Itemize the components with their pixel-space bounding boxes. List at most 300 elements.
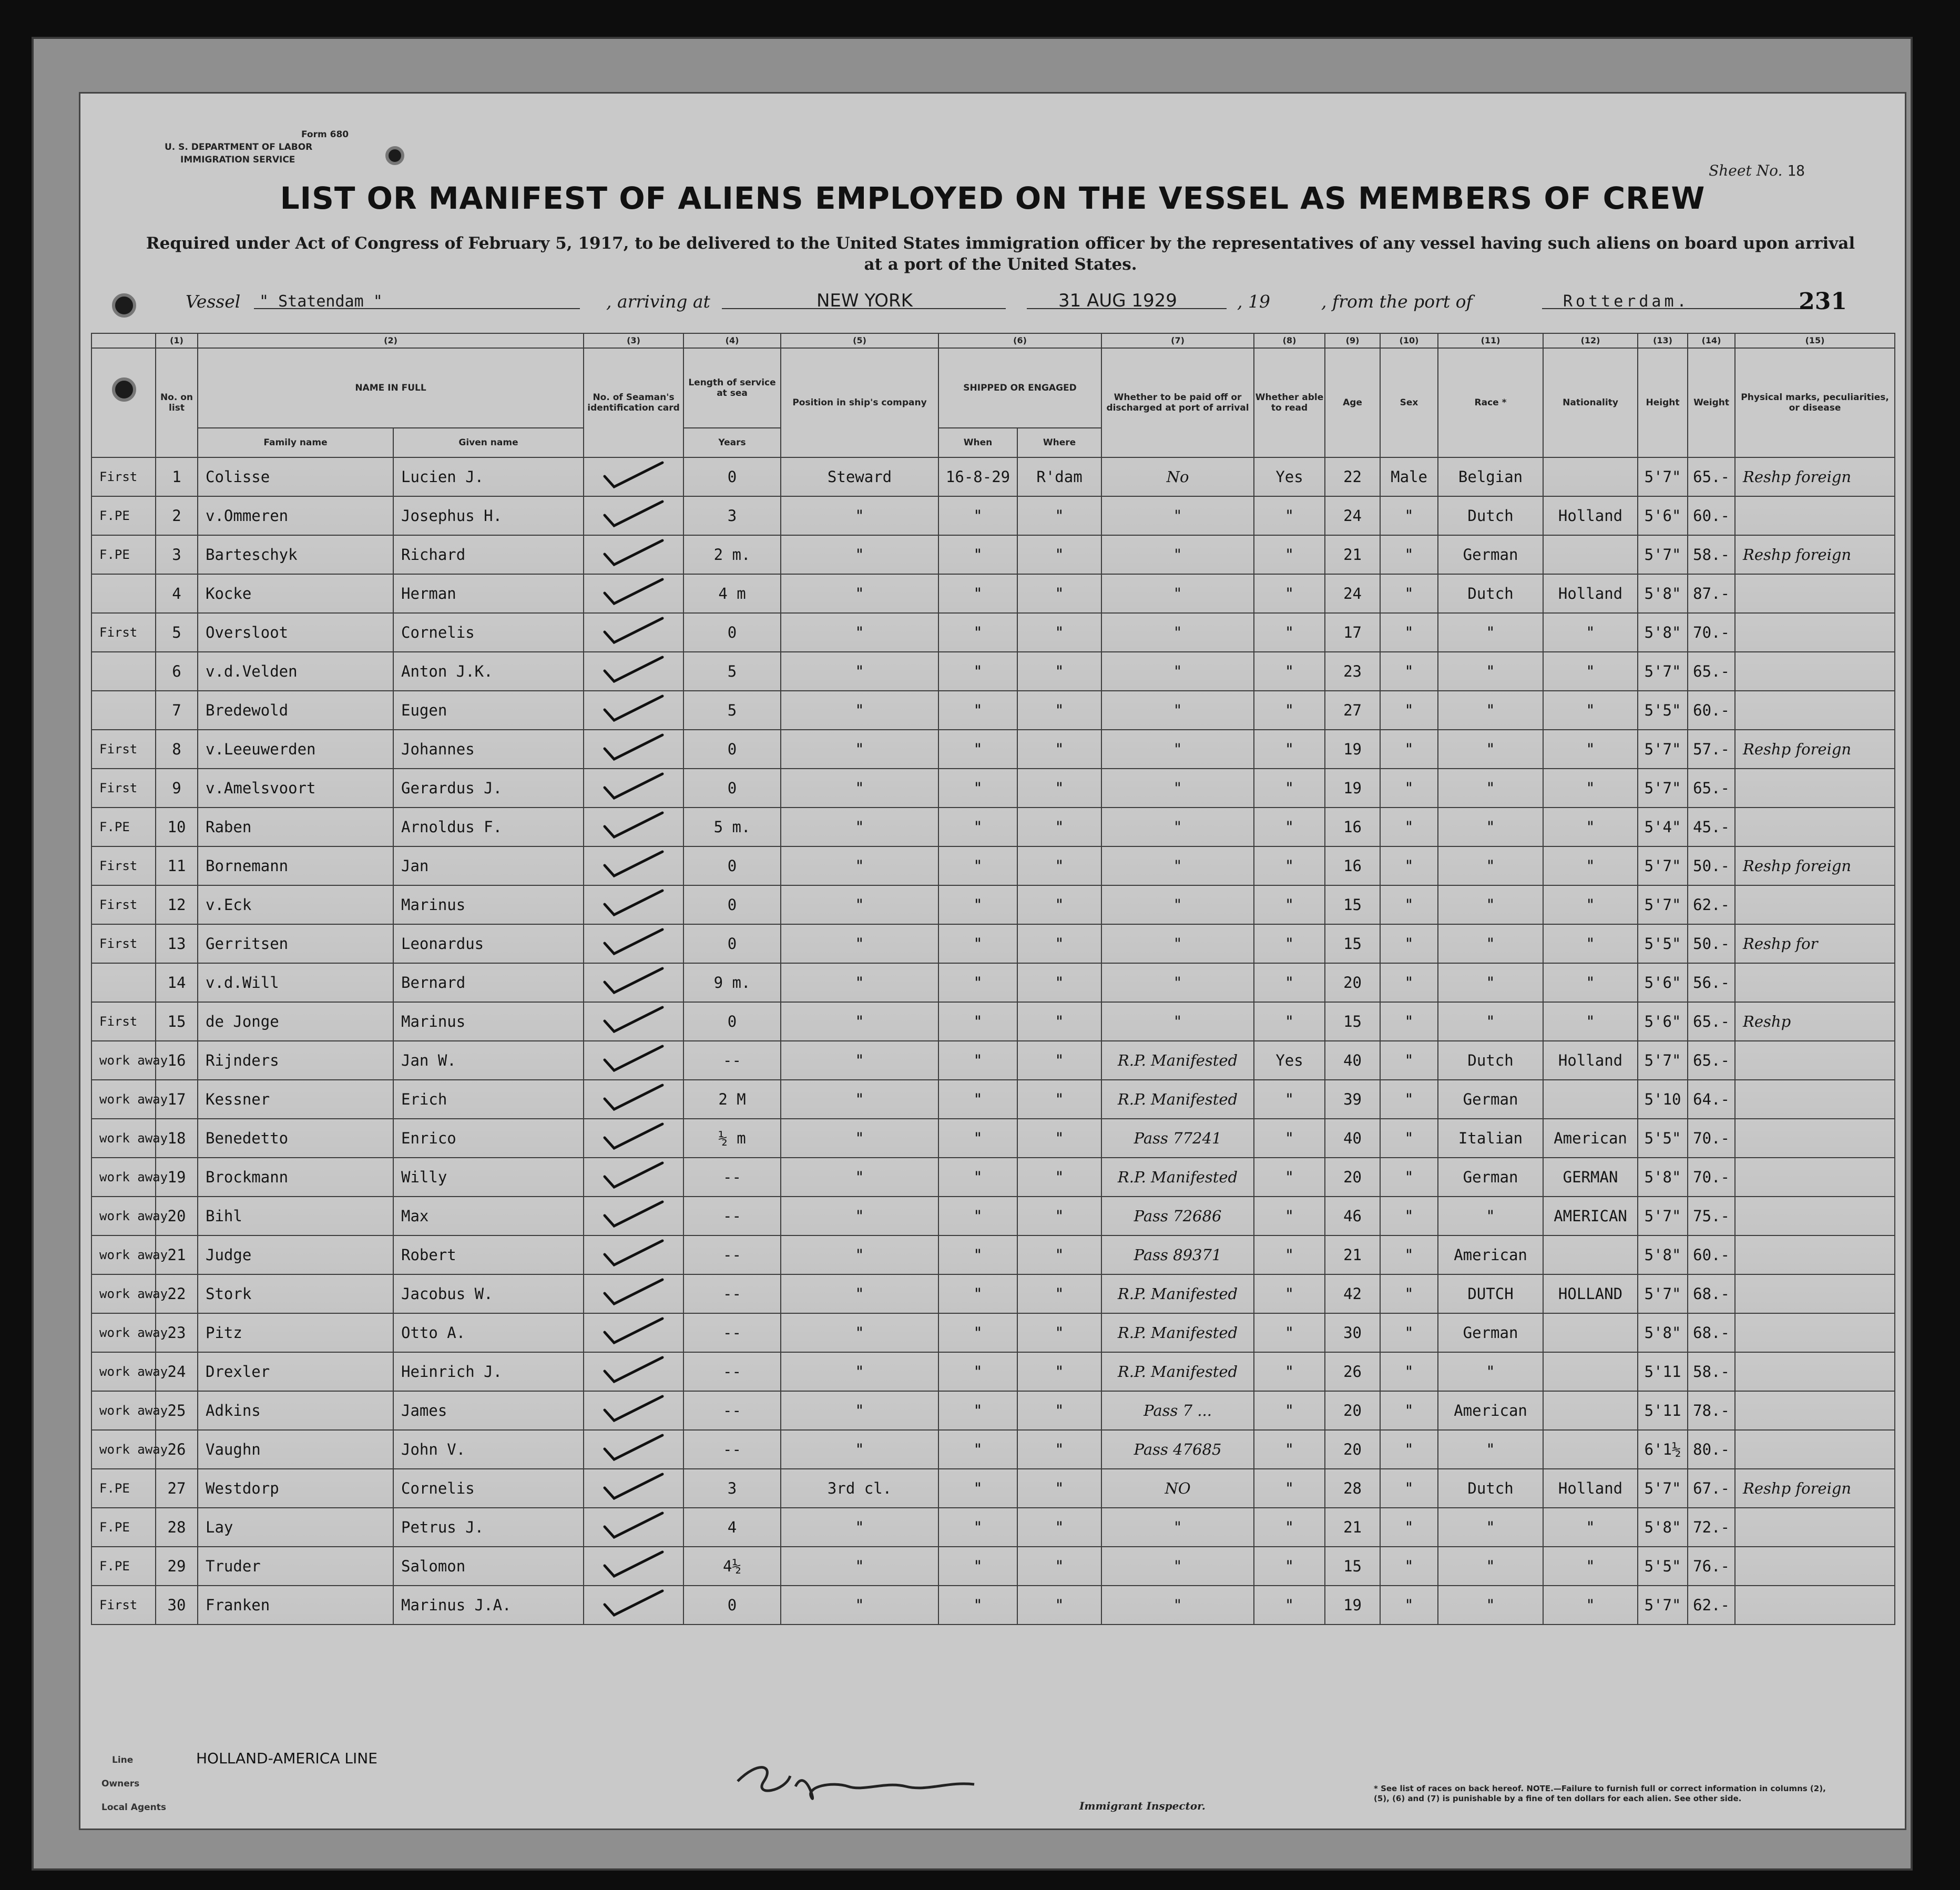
nationality-cell: HOLLAND	[1543, 1274, 1638, 1313]
family-name-cell: Brockmann	[198, 1158, 393, 1197]
nationality-cell: "	[1543, 730, 1638, 769]
able-to-read-cell: "	[1254, 1197, 1325, 1235]
height-cell: 5'4"	[1638, 808, 1688, 846]
sheet-number-label: Sheet No.	[1709, 162, 1783, 179]
table-row	[91, 885, 1895, 924]
table-row	[91, 652, 1895, 691]
check-mark-icon	[594, 654, 673, 686]
able-to-read-cell: "	[1254, 496, 1325, 535]
age-cell: 20	[1325, 963, 1380, 1002]
able-to-read-cell: "	[1254, 846, 1325, 885]
no-cell: 1	[156, 457, 198, 496]
no-cell: 19	[156, 1158, 198, 1197]
physical-marks-cell	[1735, 613, 1895, 652]
family-name-cell: Barteschyk	[198, 535, 393, 574]
given-name-cell: Heinrich J.	[393, 1352, 584, 1391]
position-cell: "	[781, 730, 938, 769]
service-years-cell: 0	[683, 730, 781, 769]
years-header: Years	[683, 428, 781, 457]
given-name-cell: Richard	[393, 535, 584, 574]
physical-marks-cell: Reshp	[1735, 1002, 1895, 1041]
weight-cell: 58.-	[1688, 1352, 1735, 1391]
department-label: U. S. DEPARTMENT OF LABOR	[165, 142, 313, 152]
sex-cell: "	[1380, 1352, 1438, 1391]
able-to-read-cell: "	[1254, 1547, 1325, 1586]
year-label: , 19	[1237, 291, 1270, 312]
service-years-cell: --	[683, 1430, 781, 1469]
column-number: (5)	[781, 333, 938, 348]
seaman-card-cell	[584, 1197, 683, 1235]
physical-marks-cell: Reshp for	[1735, 924, 1895, 963]
given-name-cell: Leonardus	[393, 924, 584, 963]
given-name-cell: Marinus	[393, 1002, 584, 1041]
nationality-cell: "	[1543, 963, 1638, 1002]
weight-cell: 65.-	[1688, 457, 1735, 496]
given-name-cell: Robert	[393, 1235, 584, 1274]
family-name-cell: Rijnders	[198, 1041, 393, 1080]
family-name-cell: Benedetto	[198, 1119, 393, 1158]
column-number: (3)	[584, 333, 683, 348]
check-mark-icon	[594, 1199, 673, 1230]
position-cell: "	[781, 1235, 938, 1274]
service-years-cell: 5	[683, 691, 781, 730]
age-cell: 40	[1325, 1119, 1380, 1158]
check-mark-icon	[594, 1276, 673, 1308]
no-cell: 29	[156, 1547, 198, 1586]
paid-off-cell: "	[1101, 885, 1254, 924]
column-number: (9)	[1325, 333, 1380, 348]
race-cell: "	[1438, 1002, 1543, 1041]
race-cell: "	[1438, 885, 1543, 924]
seaman-card-header: No. of Seaman's identification card	[584, 348, 683, 457]
family-name-cell: Drexler	[198, 1352, 393, 1391]
no-cell: 25	[156, 1391, 198, 1430]
shipped-where-cell: "	[1017, 1235, 1101, 1274]
weight-cell: 70.-	[1688, 1119, 1735, 1158]
given-name-cell: Salomon	[393, 1547, 584, 1586]
weight-cell: 50.-	[1688, 846, 1735, 885]
able-to-read-cell: "	[1254, 808, 1325, 846]
height-cell: 5'10	[1638, 1080, 1688, 1119]
able-to-read-cell: "	[1254, 1080, 1325, 1119]
seaman-card-cell	[584, 535, 683, 574]
manifest-sheet	[79, 92, 1906, 1830]
nationality-cell: "	[1543, 1508, 1638, 1547]
race-cell: "	[1438, 1352, 1543, 1391]
service-years-cell: 0	[683, 846, 781, 885]
table-row	[91, 1274, 1895, 1313]
shipped-where-cell: "	[1017, 808, 1101, 846]
when-header: When	[938, 428, 1017, 457]
race-cell: German	[1438, 535, 1543, 574]
nationality-cell: GERMAN	[1543, 1158, 1638, 1197]
date-underline	[1027, 308, 1227, 309]
nationality-cell	[1543, 1352, 1638, 1391]
vessel-label: Vessel	[186, 291, 241, 312]
paid-off-cell: "	[1101, 613, 1254, 652]
height-cell: 5'6"	[1638, 496, 1688, 535]
shipped-when-cell: "	[938, 1080, 1017, 1119]
service-years-cell: --	[683, 1274, 781, 1313]
position-cell: "	[781, 963, 938, 1002]
check-mark-icon	[594, 849, 673, 880]
shipped-when-cell: "	[938, 963, 1017, 1002]
classification-cell	[91, 652, 156, 691]
paid-off-cell: Pass 89371	[1101, 1235, 1254, 1274]
table-row	[91, 808, 1895, 846]
classification-cell: F.PE	[91, 808, 156, 846]
no-cell: 28	[156, 1508, 198, 1547]
table-row	[91, 1391, 1895, 1430]
weight-cell: 75.-	[1688, 1197, 1735, 1235]
seaman-card-cell	[584, 1430, 683, 1469]
position-cell: Steward	[781, 457, 938, 496]
given-name-cell: Josephus H.	[393, 496, 584, 535]
height-cell: 5'7"	[1638, 1274, 1688, 1313]
service-label: IMMIGRATION SERVICE	[180, 155, 295, 165]
physical-marks-cell: Reshp foreign	[1735, 846, 1895, 885]
from-port-underline	[1542, 308, 1805, 309]
able-to-read-cell: "	[1254, 1274, 1325, 1313]
age-cell: 15	[1325, 885, 1380, 924]
physical-marks-cell	[1735, 1391, 1895, 1430]
age-cell: 15	[1325, 1547, 1380, 1586]
form-number: Form 680	[301, 129, 349, 140]
shipped-when-cell: "	[938, 846, 1017, 885]
sheet-number-value: 18	[1787, 162, 1805, 179]
height-cell: 5'7"	[1638, 769, 1688, 808]
column-number: (8)	[1254, 333, 1325, 348]
service-years-cell: --	[683, 1352, 781, 1391]
shipped-engaged-header: SHIPPED OR ENGAGED	[938, 348, 1101, 428]
position-cell: "	[781, 808, 938, 846]
family-name-cell: Gerritsen	[198, 924, 393, 963]
position-cell: "	[781, 496, 938, 535]
page-subtitle: Required under Act of Congress of February 5, 1917, to be delivered to the United States immigration officer by the representatives of any vessel having such aliens on board upon arrival at a port of the United States.	[146, 234, 1855, 274]
weight-cell: 64.-	[1688, 1080, 1735, 1119]
weight-cell: 65.-	[1688, 1002, 1735, 1041]
sex-cell: "	[1380, 1430, 1438, 1469]
family-name-cell: de Jonge	[198, 1002, 393, 1041]
position-cell: "	[781, 1158, 938, 1197]
physical-marks-cell: Reshp foreign	[1735, 457, 1895, 496]
age-cell: 42	[1325, 1274, 1380, 1313]
position-cell: "	[781, 652, 938, 691]
classification-cell: F.PE	[91, 535, 156, 574]
classification-cell: First	[91, 613, 156, 652]
paid-off-cell: R.P. Manifested	[1101, 1352, 1254, 1391]
height-cell: 5'8"	[1638, 1313, 1688, 1352]
able-to-read-cell: "	[1254, 1586, 1325, 1625]
able-to-read-cell: Yes	[1254, 1041, 1325, 1080]
check-mark-icon	[594, 1393, 673, 1425]
age-cell: 28	[1325, 1469, 1380, 1508]
weight-cell: 62.-	[1688, 885, 1735, 924]
nationality-cell: Holland	[1543, 1469, 1638, 1508]
nationality-cell: Holland	[1543, 574, 1638, 613]
length-of-service-header: Length of service at sea	[683, 348, 781, 428]
paid-off-cell: "	[1101, 730, 1254, 769]
shipped-where-cell: "	[1017, 691, 1101, 730]
race-cell: "	[1438, 769, 1543, 808]
nationality-cell: American	[1543, 1119, 1638, 1158]
table-row	[91, 924, 1895, 963]
classification-header	[91, 348, 156, 457]
shipped-where-cell: "	[1017, 1469, 1101, 1508]
height-cell: 5'8"	[1638, 1235, 1688, 1274]
shipped-where-cell: "	[1017, 769, 1101, 808]
sex-cell: "	[1380, 963, 1438, 1002]
race-cell: "	[1438, 1508, 1543, 1547]
column-number-cell	[91, 333, 156, 348]
paid-off-cell: "	[1101, 1002, 1254, 1041]
shipped-when-cell: "	[938, 1041, 1017, 1080]
classification-cell: First	[91, 457, 156, 496]
nationality-cell	[1543, 457, 1638, 496]
able-to-read-cell: "	[1254, 691, 1325, 730]
check-mark-icon	[594, 1549, 673, 1580]
physical-marks-cell	[1735, 1430, 1895, 1469]
weight-header: Weight	[1688, 348, 1735, 457]
nationality-cell: "	[1543, 1002, 1638, 1041]
able-to-read-cell: "	[1254, 1002, 1325, 1041]
no-cell: 24	[156, 1352, 198, 1391]
height-cell: 6'1½	[1638, 1430, 1688, 1469]
shipped-where-cell: "	[1017, 924, 1101, 963]
column-number-row	[91, 333, 1895, 348]
nationality-cell: "	[1543, 652, 1638, 691]
service-years-cell: 4	[683, 1508, 781, 1547]
service-years-cell: 0	[683, 457, 781, 496]
vessel-line	[186, 288, 1868, 314]
no-cell: 4	[156, 574, 198, 613]
age-cell: 15	[1325, 1002, 1380, 1041]
height-cell: 5'7"	[1638, 535, 1688, 574]
check-mark-icon	[594, 498, 673, 530]
given-name-cell: Johannes	[393, 730, 584, 769]
age-cell: 20	[1325, 1391, 1380, 1430]
paid-off-cell: "	[1101, 769, 1254, 808]
vessel-name: " Statendam "	[259, 292, 383, 311]
race-header: Race *	[1438, 348, 1543, 457]
nationality-cell: "	[1543, 1547, 1638, 1586]
no-cell: 27	[156, 1469, 198, 1508]
shipped-where-cell: "	[1017, 1002, 1101, 1041]
no-cell: 6	[156, 652, 198, 691]
no-cell: 26	[156, 1430, 198, 1469]
shipped-when-cell: "	[938, 613, 1017, 652]
table-row	[91, 1002, 1895, 1041]
table-row	[91, 1586, 1895, 1625]
family-name-cell: Judge	[198, 1235, 393, 1274]
no-cell: 16	[156, 1041, 198, 1080]
given-name-header: Given name	[393, 428, 584, 457]
sex-cell: "	[1380, 1197, 1438, 1235]
shipped-where-cell: "	[1017, 885, 1101, 924]
seaman-card-cell	[584, 730, 683, 769]
no-cell: 7	[156, 691, 198, 730]
position-cell: "	[781, 885, 938, 924]
nationality-cell	[1543, 1313, 1638, 1352]
weight-cell: 72.-	[1688, 1508, 1735, 1547]
where-header: Where	[1017, 428, 1101, 457]
weight-cell: 80.-	[1688, 1430, 1735, 1469]
classification-cell: work away	[91, 1391, 156, 1430]
height-cell: 5'7"	[1638, 846, 1688, 885]
shipped-where-cell: "	[1017, 730, 1101, 769]
table-row	[91, 1430, 1895, 1469]
service-years-cell: --	[683, 1391, 781, 1430]
paid-off-cell: "	[1101, 535, 1254, 574]
race-cell: German	[1438, 1080, 1543, 1119]
line-label: Line	[112, 1755, 134, 1765]
race-cell: Dutch	[1438, 1469, 1543, 1508]
shipped-when-cell: "	[938, 1586, 1017, 1625]
age-cell: 27	[1325, 691, 1380, 730]
immigrant-inspector-label: Immigrant Inspector.	[1079, 1800, 1206, 1812]
position-cell: "	[781, 1352, 938, 1391]
able-to-read-cell: "	[1254, 730, 1325, 769]
race-cell: "	[1438, 1430, 1543, 1469]
classification-cell: F.PE	[91, 496, 156, 535]
classification-cell: First	[91, 730, 156, 769]
seaman-card-cell	[584, 613, 683, 652]
position-cell: "	[781, 1274, 938, 1313]
race-cell: "	[1438, 1586, 1543, 1625]
table-row	[91, 613, 1895, 652]
shipped-where-cell: "	[1017, 1586, 1101, 1625]
column-number: (14)	[1688, 333, 1735, 348]
sex-cell: "	[1380, 1235, 1438, 1274]
height-cell: 5'8"	[1638, 574, 1688, 613]
shipped-where-cell: "	[1017, 1197, 1101, 1235]
seaman-card-cell	[584, 885, 683, 924]
given-name-cell: Otto A.	[393, 1313, 584, 1352]
local-agents-label: Local Agents	[101, 1802, 167, 1813]
no-cell: 23	[156, 1313, 198, 1352]
height-cell: 5'5"	[1638, 691, 1688, 730]
position-cell: "	[781, 1391, 938, 1430]
seaman-card-cell	[584, 1391, 683, 1430]
classification-cell: work away	[91, 1313, 156, 1352]
paid-off-cell: NO	[1101, 1469, 1254, 1508]
nationality-cell	[1543, 1430, 1638, 1469]
nationality-cell: "	[1543, 613, 1638, 652]
table-row	[91, 1469, 1895, 1508]
sex-cell: "	[1380, 1508, 1438, 1547]
physical-marks-cell	[1735, 691, 1895, 730]
age-cell: 17	[1325, 613, 1380, 652]
service-years-cell: 0	[683, 613, 781, 652]
sex-cell: "	[1380, 1158, 1438, 1197]
race-cell: Belgian	[1438, 457, 1543, 496]
family-name-cell: Adkins	[198, 1391, 393, 1430]
service-years-cell: 0	[683, 885, 781, 924]
height-cell: 5'7"	[1638, 885, 1688, 924]
classification-cell	[91, 963, 156, 1002]
seaman-card-cell	[584, 1041, 683, 1080]
column-number: (11)	[1438, 333, 1543, 348]
seaman-card-cell	[584, 1235, 683, 1274]
nationality-header: Nationality	[1543, 348, 1638, 457]
column-number: (15)	[1735, 333, 1895, 348]
weight-cell: 67.-	[1688, 1469, 1735, 1508]
age-cell: 21	[1325, 535, 1380, 574]
race-cell: Dutch	[1438, 574, 1543, 613]
given-name-cell: Arnoldus F.	[393, 808, 584, 846]
given-name-cell: Jacobus W.	[393, 1274, 584, 1313]
service-years-cell: 0	[683, 1586, 781, 1625]
table-row	[91, 1352, 1895, 1391]
family-name-cell: Colisse	[198, 457, 393, 496]
able-to-read-cell: "	[1254, 885, 1325, 924]
paid-off-cell: Pass 72686	[1101, 1197, 1254, 1235]
able-to-read-cell: "	[1254, 1158, 1325, 1197]
check-mark-icon	[594, 537, 673, 569]
footnote: * See list of races on back hereof. NOTE.—Failure to furnish full or correct information in columns (2), (5), (6) and (7) is punishable by a fine of ten dollars for each alien. See other side.	[1374, 1784, 1826, 1803]
able-to-read-cell: "	[1254, 1508, 1325, 1547]
race-cell: "	[1438, 691, 1543, 730]
crew-rows	[91, 457, 1895, 1625]
race-cell: Italian	[1438, 1119, 1543, 1158]
arriving-label: , arriving at	[606, 291, 710, 312]
family-name-header: Family name	[198, 428, 393, 457]
shipped-where-cell: "	[1017, 1158, 1101, 1197]
table-row	[91, 1041, 1895, 1080]
nationality-cell	[1543, 1080, 1638, 1119]
sex-cell: "	[1380, 1041, 1438, 1080]
physical-marks-cell	[1735, 1158, 1895, 1197]
nationality-cell: "	[1543, 924, 1638, 963]
sex-cell: "	[1380, 652, 1438, 691]
shipped-where-cell: "	[1017, 1430, 1101, 1469]
family-name-cell: Franken	[198, 1586, 393, 1625]
no-cell: 22	[156, 1274, 198, 1313]
service-years-cell: 5	[683, 652, 781, 691]
age-cell: 21	[1325, 1508, 1380, 1547]
shipped-when-cell: 16-8-29	[938, 457, 1017, 496]
arrival-date-stamp: 31 AUG 1929	[1058, 290, 1177, 311]
able-to-read-cell: "	[1254, 535, 1325, 574]
shipped-where-cell: "	[1017, 1041, 1101, 1080]
family-name-cell: v.Leeuwerden	[198, 730, 393, 769]
check-mark-icon	[594, 615, 673, 647]
classification-cell: work away	[91, 1352, 156, 1391]
physical-marks-cell	[1735, 769, 1895, 808]
seaman-card-cell	[584, 1274, 683, 1313]
port-underline	[722, 308, 1006, 309]
given-name-cell: Lucien J.	[393, 457, 584, 496]
no-cell: 13	[156, 924, 198, 963]
classification-cell: work away	[91, 1080, 156, 1119]
sheet-number	[1709, 162, 1805, 179]
service-years-cell: --	[683, 1313, 781, 1352]
shipped-when-cell: "	[938, 885, 1017, 924]
shipped-when-cell: "	[938, 691, 1017, 730]
shipped-where-cell: "	[1017, 1508, 1101, 1547]
height-cell: 5'7"	[1638, 1586, 1688, 1625]
seaman-card-cell	[584, 691, 683, 730]
height-cell: 5'8"	[1638, 1158, 1688, 1197]
service-years-cell: 0	[683, 1002, 781, 1041]
physical-marks-cell	[1735, 1041, 1895, 1080]
table-row	[91, 535, 1895, 574]
height-cell: 5'5"	[1638, 1119, 1688, 1158]
family-name-cell: v.Ommeren	[198, 496, 393, 535]
paid-off-cell: "	[1101, 1508, 1254, 1547]
no-on-list-header: No. on list	[156, 348, 198, 457]
race-cell: "	[1438, 1197, 1543, 1235]
